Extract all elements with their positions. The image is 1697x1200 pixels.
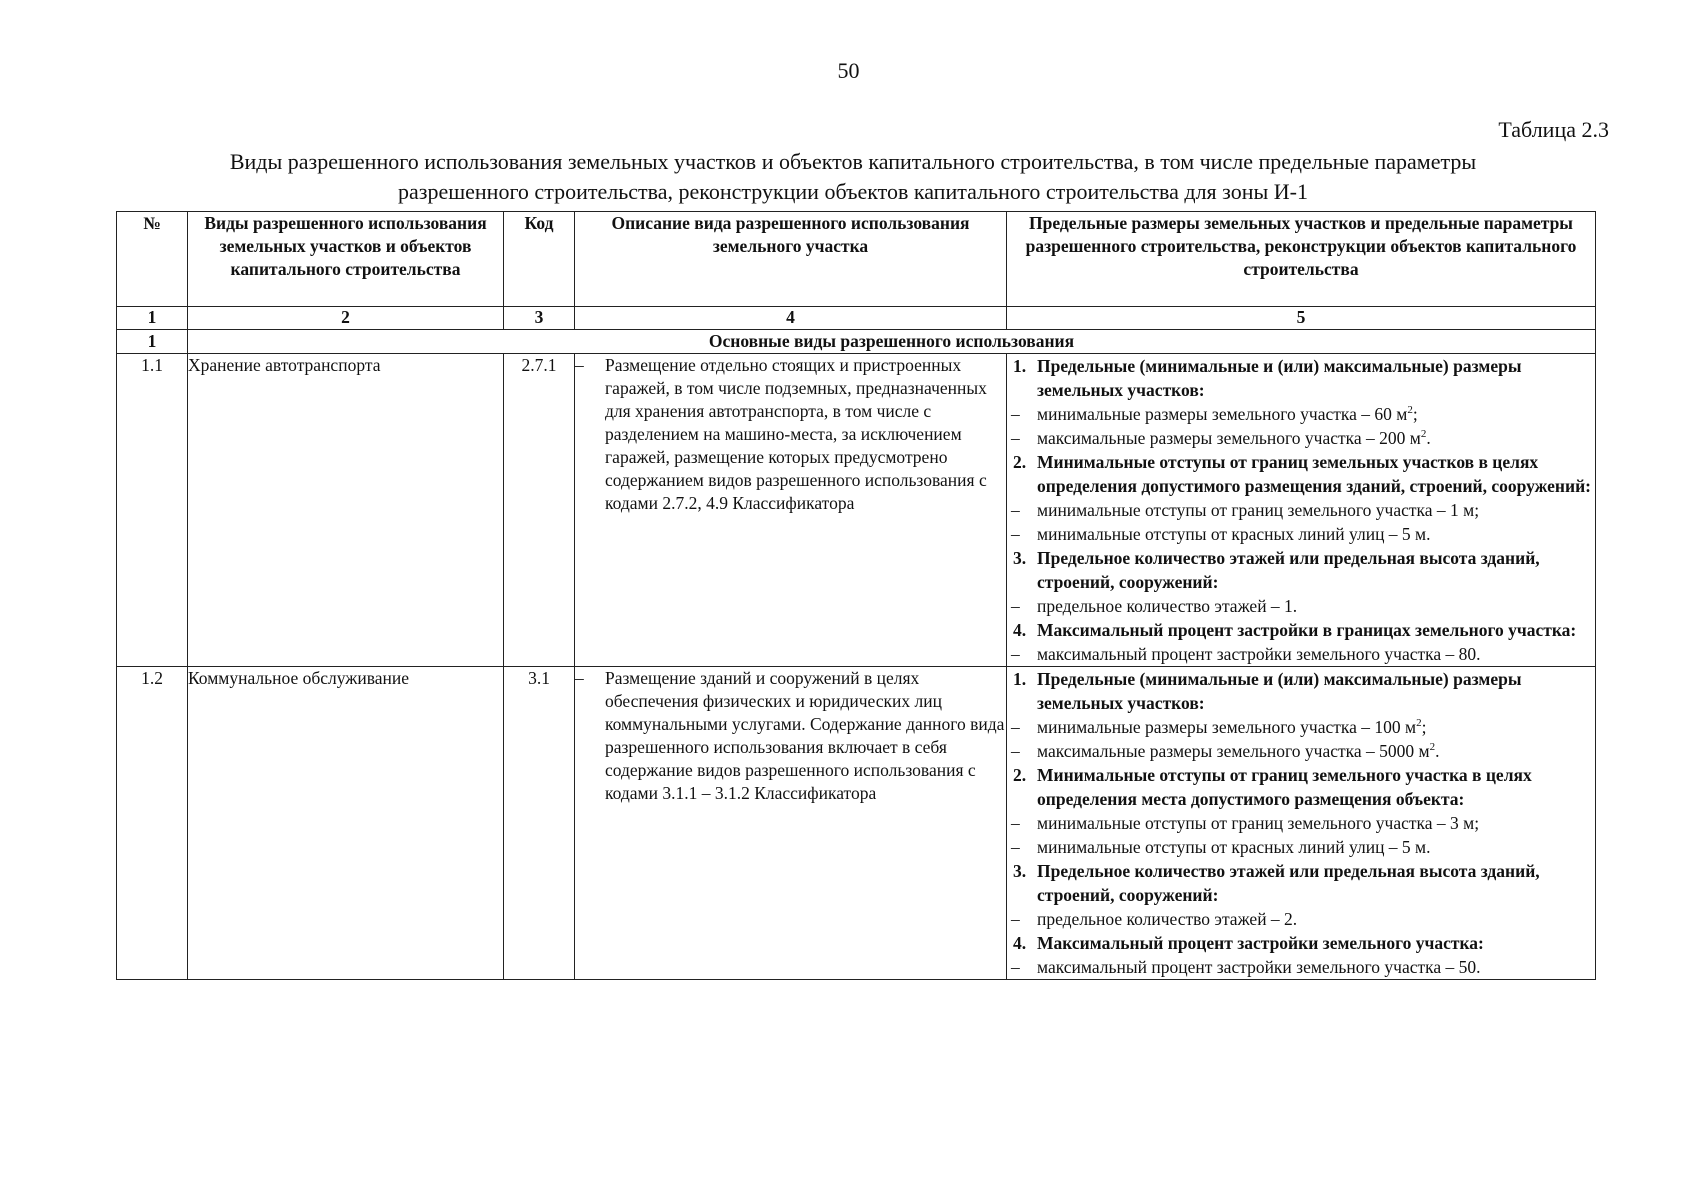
dash-marker: –	[575, 355, 584, 375]
table-row	[117, 667, 1596, 980]
param-number: 3.	[1013, 548, 1027, 568]
row-number: 1.1	[117, 354, 188, 667]
header-number: №	[117, 212, 188, 307]
column-number: 1	[117, 307, 188, 330]
param-heading	[1007, 859, 1595, 907]
param-item-end: .	[1435, 741, 1440, 761]
land-use-table	[116, 211, 1596, 980]
param-heading	[1007, 667, 1595, 715]
param-item	[1007, 642, 1595, 666]
row-number: 1.2	[117, 667, 188, 980]
param-item-text: минимальные отступы от границ земельного участка – 3 м;	[1037, 813, 1480, 833]
header-row	[117, 212, 1596, 307]
section-row	[117, 330, 1596, 354]
param-heading-text: Предельное количество этажей или предельная высота зданий, строений, сооружений:	[1037, 861, 1540, 905]
param-heading-text: Предельное количество этажей или предельная высота зданий, строений, сооружений:	[1037, 548, 1540, 592]
param-heading	[1007, 354, 1595, 402]
param-item-text: предельное количество этажей – 2.	[1037, 909, 1298, 929]
header-description: Описание вида разрешенного использования земельного участка	[575, 212, 1007, 307]
header-parameters: Предельные размеры земельных участков и предельные параметры разрешенного строительства, реконструкции объектов капитального строительства	[1007, 212, 1596, 307]
param-heading-text: Минимальные отступы от границ земельного участка в целях определения места допустимого размещения объекта:	[1037, 765, 1532, 809]
param-item	[1007, 426, 1595, 450]
column-number-row	[117, 307, 1596, 330]
param-item-text: минимальные размеры земельного участка – 100 м	[1037, 717, 1417, 737]
param-item	[1007, 498, 1595, 522]
param-item-text: максимальные размеры земельного участка – 5000 м	[1037, 741, 1430, 761]
dash-marker: –	[1011, 741, 1020, 761]
param-item-text: минимальные отступы от границ земельного участка – 1 м;	[1037, 500, 1480, 520]
param-item-end: ;	[1421, 717, 1427, 737]
dash-marker: –	[1011, 404, 1020, 424]
param-heading	[1007, 618, 1595, 642]
column-number: 2	[188, 307, 504, 330]
param-item	[1007, 715, 1595, 739]
dash-marker: –	[1011, 596, 1020, 616]
table-label: Таблица 2.3	[1498, 117, 1609, 142]
param-item-end: .	[1426, 428, 1431, 448]
param-item-text: предельное количество этажей – 1.	[1037, 596, 1298, 616]
column-number: 5	[1007, 307, 1596, 330]
param-heading	[1007, 931, 1595, 955]
superscript: 2	[1420, 428, 1427, 441]
dash-marker: –	[1011, 644, 1020, 664]
dash-marker: –	[1011, 428, 1020, 448]
column-number: 3	[504, 307, 575, 330]
table-title-line-2: разрешенного строительства, реконструкции объектов капитального строительства для зоны И-1	[397, 179, 1309, 204]
param-item	[1007, 594, 1595, 618]
header-code: Код	[504, 212, 575, 307]
param-item-text: минимальные отступы от красных линий улиц – 5 м.	[1037, 837, 1431, 857]
row-description	[575, 667, 1006, 805]
dash-marker: –	[1011, 957, 1020, 977]
param-number: 4.	[1013, 620, 1027, 640]
superscript: 2	[1429, 741, 1436, 754]
param-item-end: ;	[1412, 404, 1418, 424]
dash-marker: –	[1011, 813, 1020, 833]
row-code: 3.1	[504, 667, 575, 980]
param-item-text: минимальные отступы от красных линий улиц – 5 м.	[1037, 524, 1431, 544]
param-number: 2.	[1013, 452, 1027, 472]
param-item	[1007, 811, 1595, 835]
table-title	[110, 147, 1596, 207]
header-use-kind: Виды разрешенного использования земельных участков и объектов капитального строительства	[188, 212, 504, 307]
param-number: 4.	[1013, 933, 1027, 953]
param-item	[1007, 402, 1595, 426]
table-title-line-1: Виды разрешенного использования земельных участков и объектов капитального строительства, в том числе предельные параметры	[229, 149, 1477, 174]
description-text: Размещение зданий и сооружений в целях обеспечения физических и юридических лиц коммунальными услугами. Содержание данного вида разрешенного использования включает в себя содержание видов разрешенного использования с кодами 3.1.1 – 3.1.2 Классификатора	[605, 668, 1005, 803]
param-item	[1007, 907, 1595, 931]
param-number: 2.	[1013, 765, 1027, 785]
param-item	[1007, 835, 1595, 859]
param-heading-text: Предельные (минимальные и (или) максимальные) размеры земельных участков:	[1037, 669, 1522, 713]
param-item	[1007, 522, 1595, 546]
row-parameters	[1007, 354, 1596, 667]
dash-marker: –	[1011, 524, 1020, 544]
row-description-cell	[575, 354, 1007, 667]
param-item-text: максимальные размеры земельного участка – 200 м	[1037, 428, 1421, 448]
section-number: 1	[117, 330, 188, 354]
row-description-cell	[575, 667, 1007, 980]
dash-marker: –	[1011, 717, 1020, 737]
row-code: 2.7.1	[504, 354, 575, 667]
param-heading-text: Максимальный процент застройки земельного участка:	[1037, 933, 1484, 953]
dash-marker: –	[1011, 500, 1020, 520]
param-heading	[1007, 546, 1595, 594]
param-item-text: максимальный процент застройки земельного участка – 50.	[1037, 957, 1481, 977]
param-heading-text: Минимальные отступы от границ земельных участков в целях определения допустимого размещения зданий, строений, сооружений:	[1037, 452, 1591, 496]
param-heading	[1007, 763, 1595, 811]
table-row	[117, 354, 1596, 667]
row-use-kind: Коммунальное обслуживание	[188, 667, 504, 980]
row-parameters	[1007, 667, 1596, 980]
section-title: Основные виды разрешенного использования	[188, 330, 1596, 354]
param-heading-text: Предельные (минимальные и (или) максимальные) размеры земельных участков:	[1037, 356, 1522, 400]
row-use-kind: Хранение автотранспорта	[188, 354, 504, 667]
description-text: Размещение отдельно стоящих и пристроенных гаражей, в том числе подземных, предназначенных для хранения автотранспорта, в том числе с разделением на машино-места, за исключением гаражей, размещение которых предусмотрено содержанием видов разрешенного использования с кодами 2.7.2, 4.9 Классификатора	[605, 355, 987, 513]
param-number: 1.	[1013, 356, 1027, 376]
param-number: 1.	[1013, 669, 1027, 689]
dash-marker: –	[1011, 909, 1020, 929]
param-number: 3.	[1013, 861, 1027, 881]
page-number: 50	[837, 58, 860, 83]
column-number: 4	[575, 307, 1007, 330]
param-item-text: минимальные размеры земельного участка – 60 м	[1037, 404, 1408, 424]
param-item-text: максимальный процент застройки земельного участка – 80.	[1037, 644, 1481, 664]
superscript: 2	[1416, 717, 1422, 730]
superscript: 2	[1407, 404, 1413, 417]
dash-marker: –	[575, 668, 584, 688]
param-heading	[1007, 450, 1595, 498]
dash-marker: –	[1011, 837, 1020, 857]
param-item	[1007, 739, 1595, 763]
row-description	[575, 354, 1006, 515]
param-item	[1007, 955, 1595, 979]
param-heading-text: Максимальный процент застройки в границах земельного участка:	[1037, 620, 1577, 640]
